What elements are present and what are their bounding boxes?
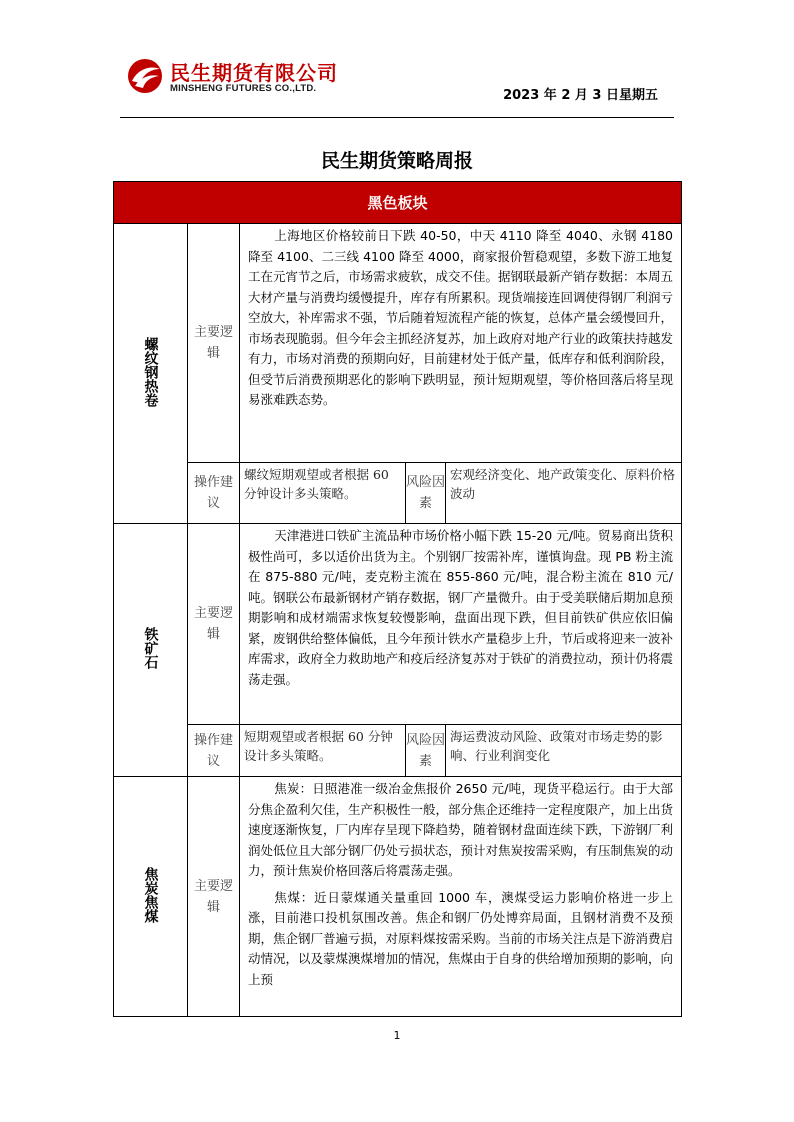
category-label: 螺纹钢热卷 xyxy=(142,336,159,407)
operation-label: 操作建议 xyxy=(188,725,240,777)
risk-factors: 海运费波动风险、政策对市场走势的影响、行业利润变化 xyxy=(446,725,682,777)
report-title: 民生期货策略周报 xyxy=(320,150,473,172)
report-date: 2023 年 2 月 3 日星期五 xyxy=(503,88,658,103)
main-logic-label: 主要逻辑 xyxy=(188,224,240,463)
coke-paragraph: 焦炭：日照港准一级冶金焦报价 2650 元/吨，现货平稳运行。由于大部分焦企盈利欠佳，生产积极性一般，部分焦企还维持一定程度限产，加上出货速度逐渐恢复，厂内库存呈现下降趋势，随着钢材盘面连续下跌，下游钢厂利润处低位且大部分钢厂仍处亏损状态，预计对焦炭按需采购，有压制焦炭的动力，预计焦炭价格回落后将震荡走强。 xyxy=(248,781,674,878)
logo-chinese-name: 民生期货有限公司 xyxy=(170,61,338,85)
main-logic-text: 天津港进口铁矿主流品种市场价格小幅下跌 15-20 元/吨。贸易商出货积极性尚可，多以适价出货为主。个别钢厂按需补库，谨慎询盘。现 PB 粉主流在 875-880 元/吨，麦克粉主流在 855-860 元/吨，混合粉主流在 810 元/吨。钢联公布最新钢材产销存数据，钢厂产量微升。由于受美联储后期加息预期影响和成材端需求恢复较慢影响，盘面出现下跌，但目前铁矿供应依旧偏紧，废钢供给整体偏低，且今年预计铁水产量稳步上升，节后或将迎来一波补库需求，政府全力救助地产和疫后经济复苏对于铁矿的消费拉动，预计仍将震荡走强。 xyxy=(240,524,682,725)
main-logic-label: 主要逻辑 xyxy=(188,777,240,1017)
category-label: 铁矿石 xyxy=(142,627,159,669)
strategy-table xyxy=(113,181,682,1017)
company-logo xyxy=(126,57,366,99)
risk-label: 风险因素 xyxy=(406,725,446,777)
main-logic-text xyxy=(240,777,682,1017)
logo-english-name: MINSHENG FUTURES CO.,LTD. xyxy=(170,83,317,94)
risk-factors: 宏观经济变化、地产政策变化、原料价格波动 xyxy=(446,463,682,524)
category-iron-ore xyxy=(114,524,188,777)
category-label: 焦炭焦煤 xyxy=(142,866,159,923)
risk-label: 风险因素 xyxy=(406,463,446,524)
main-logic-text: 上海地区价格较前日下跌 40-50，中天 4110 降至 4040、永钢 4180 降至 4100、二三线 4100 降至 4000，商家报价暂稳观望，多数下游工地复工在元宵节之后，市场需求疲软，成交不佳。据钢联最新产销存数据：本周五大材产量与消费均缓慢提升，库存有所累积。现货端接连回调使得钢厂利润亏空放大，补库需求不强，节后随着短流程产能的恢复，总体产量会缓慢回升，市场表现脆弱。但今年会主抓经济复苏，加上政府对地产行业的政策扶持越发有力，市场对消费的预期向好，目前建材处于低产量，低库存和低利润阶段，但受节后消费预期恶化的影响下跌明显，预计短期观望，等价格回落后将呈现易涨难跌态势。 xyxy=(240,224,682,463)
operation-advice: 短期观望或者根据 60 分钟设计多头策略。 xyxy=(240,725,406,777)
page-number: 1 xyxy=(393,1029,401,1042)
section-header: 黑色板块 xyxy=(114,182,682,224)
category-coke-coal xyxy=(114,777,188,1017)
operation-advice: 螺纹短期观望或者根据 60 分钟设计多头策略。 xyxy=(240,463,406,524)
minsheng-logo-icon xyxy=(126,57,164,95)
category-rebar-hotcoil xyxy=(114,224,188,524)
coking-coal-paragraph: 焦煤：近日蒙煤通关量重回 1000 车，澳煤受运力影响价格进一步上涨，目前港口投机氛围改善。焦企和钢厂仍处博弈局面，且钢材消费不及预期，焦企钢厂普遍亏损，对原料煤按需采购。当前的市场关注点是下游消费启动情况，以及蒙煤澳煤增加的情况，焦煤由于自身的供给增加预期的影响，向上预 xyxy=(248,889,674,987)
header-divider xyxy=(120,117,674,118)
main-logic-label: 主要逻辑 xyxy=(188,524,240,725)
operation-label: 操作建议 xyxy=(188,463,240,524)
